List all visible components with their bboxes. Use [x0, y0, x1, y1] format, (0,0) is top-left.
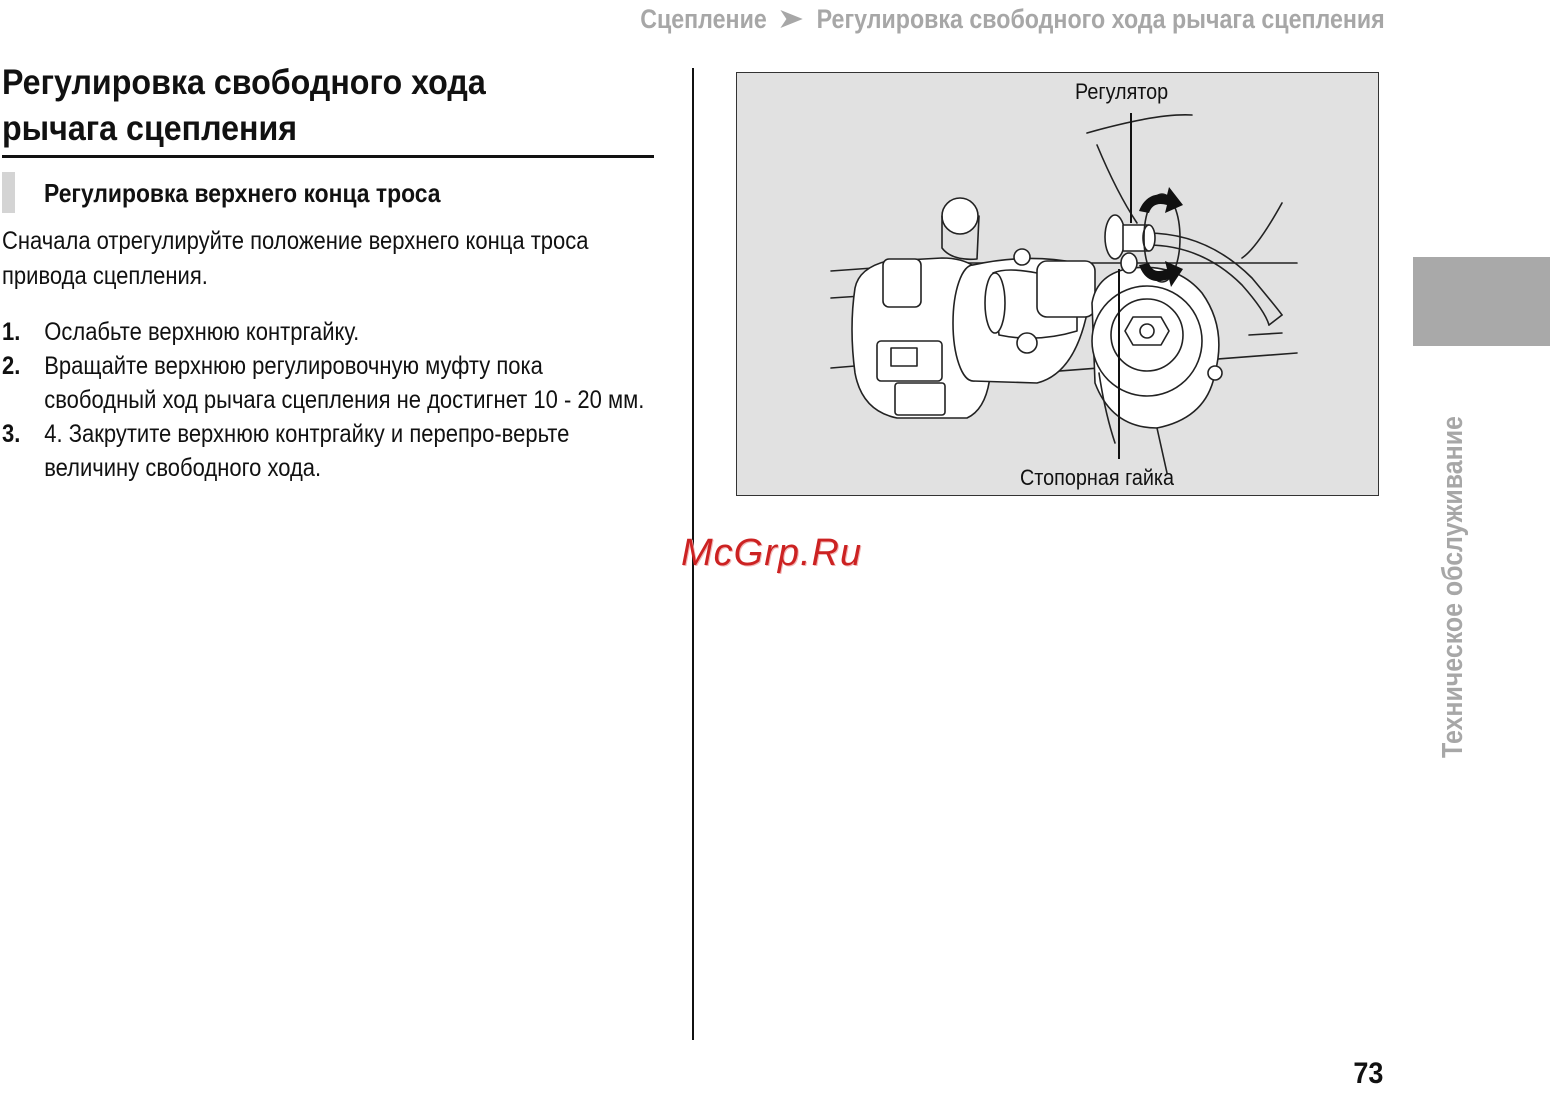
- callout-locknut: Стопорная гайка: [1020, 465, 1175, 490]
- step-text: Ослабьте верхнюю контргайку.: [44, 318, 360, 346]
- title-divider: [2, 155, 654, 158]
- watermark: McGrp.Ru: [681, 532, 863, 574]
- step-number: 3.: [2, 420, 21, 448]
- breadcrumb-section: Сцепление: [640, 3, 768, 34]
- clutch-illustration: [736, 72, 1379, 496]
- intro-paragraph: Сначала отрегулируйте положение верхнего конца троса привода сцепления.: [2, 227, 589, 290]
- breadcrumb: [640, 0, 1385, 38]
- section-tab: [1413, 257, 1550, 346]
- step-item: [2, 349, 653, 417]
- step-text: 4. Закрутите верхнюю контргайку и перепро-верьте величину свободного хода.: [44, 420, 570, 482]
- page-number: 73: [1352, 1057, 1383, 1090]
- callout-adjuster: Регулятор: [1075, 79, 1169, 104]
- breadcrumb-arrow-icon: [779, 8, 805, 30]
- step-text: Вращайте верхнюю регулировочную муфту пока свободный ход рычага сцепления не достигнет 10 - 20 мм.: [44, 352, 645, 414]
- section-side-label: Техническое обслуживание: [1437, 416, 1469, 758]
- step-item: [2, 315, 653, 349]
- page-title: Регулировка свободного хода рычага сцепления: [2, 63, 486, 148]
- clutch-lever-drawing: [737, 73, 1379, 496]
- step-number: 1.: [2, 318, 21, 346]
- breadcrumb-page: Регулировка свободного хода рычага сцепления: [816, 3, 1385, 34]
- step-number: 2.: [2, 352, 21, 380]
- steps-list: [2, 315, 653, 485]
- step-item: [2, 417, 653, 485]
- subheading: Регулировка верхнего конца троса: [44, 178, 441, 208]
- subheading-marker: [2, 172, 15, 213]
